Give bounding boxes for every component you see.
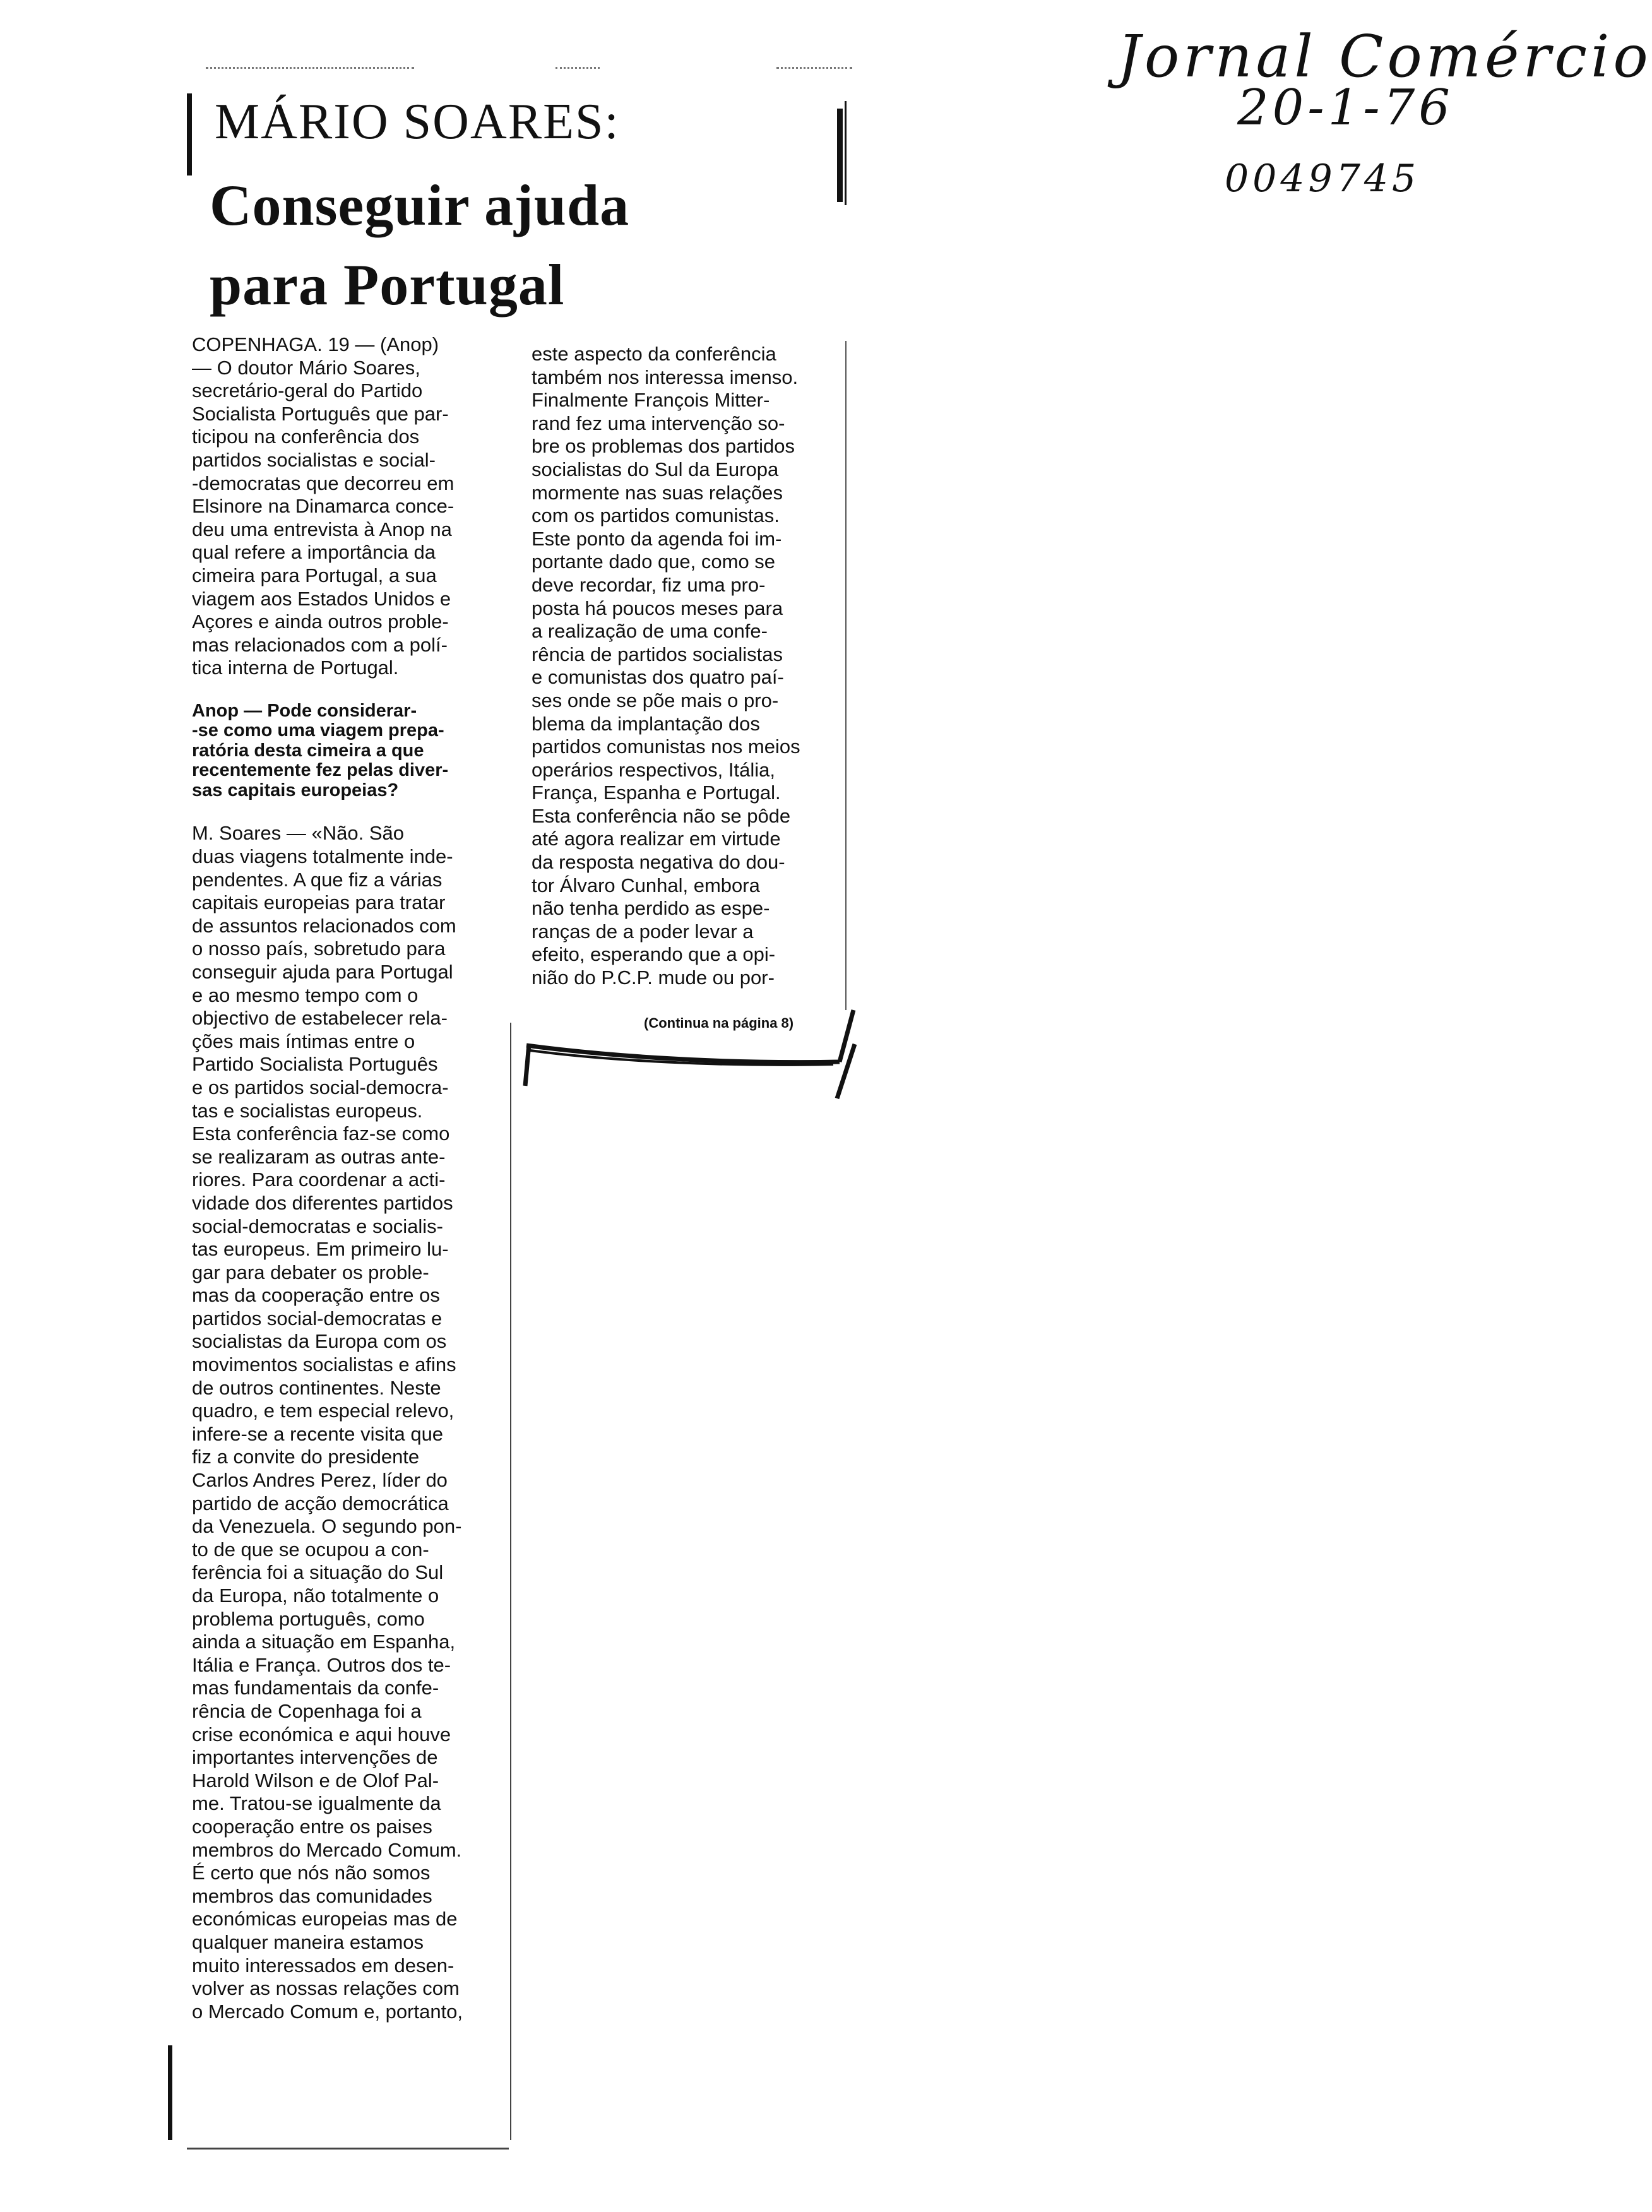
text-line: M. Soares — «Não. São bbox=[192, 822, 404, 845]
text-line: posta há poucos meses para bbox=[532, 597, 783, 619]
text-line: objectivo de estabelecer rela- bbox=[192, 1007, 448, 1030]
text-line: ções mais íntimas entre o bbox=[192, 1030, 415, 1052]
text-line: blema da implantação dos bbox=[532, 712, 760, 735]
text-line: de outros continentes. Neste bbox=[192, 1376, 441, 1399]
handwritten-reference-number: 0049745 bbox=[1225, 157, 1420, 201]
text-line: membros das comunidades bbox=[192, 1884, 432, 1907]
question-line: sas capitais europeias? bbox=[192, 780, 399, 800]
text-line: tas e socialistas europeus. bbox=[192, 1099, 423, 1122]
text-line: o nosso país, sobretudo para bbox=[192, 937, 446, 960]
text-line: partidos socialistas e social- bbox=[192, 448, 436, 471]
text-line: socialistas da Europa com os bbox=[192, 1330, 447, 1353]
text-line: movimentos socialistas e afins bbox=[192, 1353, 456, 1376]
text-line: até agora realizar em virtude bbox=[532, 828, 781, 850]
text-line: fiz a convite do presidente bbox=[192, 1446, 420, 1468]
text-line: mas da cooperação entre os bbox=[192, 1284, 440, 1307]
text-line: pendentes. A que fiz a várias bbox=[192, 868, 443, 891]
text-line: Este ponto da agenda foi im- bbox=[532, 527, 782, 550]
text-line: rência de partidos socialistas bbox=[532, 643, 783, 665]
text-line: Esta conferência não se pôde bbox=[532, 804, 791, 827]
text-line: social-democratas e socialis- bbox=[192, 1215, 443, 1237]
bottom-rule bbox=[187, 2148, 509, 2150]
text-line: se realizaram as outras ante- bbox=[192, 1145, 446, 1168]
question-line: Anop — Pode considerar- bbox=[192, 700, 417, 721]
text-line: e comunistas dos quatro paí- bbox=[532, 666, 784, 689]
kicker-left-bar bbox=[187, 93, 192, 175]
text-line: duas viagens totalmente inde- bbox=[192, 845, 453, 867]
text-line: também nos interessa imenso. bbox=[532, 366, 799, 388]
question-line: -se como uma viagem prepa- bbox=[192, 720, 444, 741]
right-margin-bar-thin bbox=[845, 101, 847, 205]
text-line: ainda a situação em Espanha, bbox=[192, 1631, 456, 1653]
interview-question bbox=[192, 701, 514, 801]
text-line: deve recordar, fiz uma pro- bbox=[532, 573, 766, 596]
article-column-2 bbox=[532, 343, 847, 990]
continued-on-page-note: (Continua na página 8) bbox=[644, 1015, 794, 1031]
text-line: Esta conferência faz-se como bbox=[192, 1122, 450, 1145]
headline-line: para Portugal bbox=[210, 253, 565, 317]
text-line: ranças de a poder levar a bbox=[532, 920, 754, 942]
article-column-1 bbox=[192, 333, 514, 2023]
text-line: me. Tratou-se igualmente da bbox=[192, 1792, 441, 1815]
text-line: mas fundamentais da confe- bbox=[192, 1677, 439, 1699]
text-line: partidos comunistas nos meios bbox=[532, 735, 800, 758]
text-line: França, Espanha e Portugal. bbox=[532, 782, 781, 804]
text-line: secretário-geral do Partido bbox=[192, 379, 423, 402]
text-line: rand fez uma intervenção so- bbox=[532, 412, 785, 434]
text-line: gar para debater os proble- bbox=[192, 1261, 429, 1283]
text-line: com os partidos comunistas. bbox=[532, 504, 780, 527]
text-line: volver as nossas relações com bbox=[192, 1977, 460, 2000]
text-line: Açores e ainda outros proble- bbox=[192, 610, 449, 633]
text-line: infere-se a recente visita que bbox=[192, 1422, 444, 1445]
text-line: ferência foi a situação do Sul bbox=[192, 1561, 444, 1584]
text-line: da Europa, não totalmente o bbox=[192, 1585, 439, 1607]
text-line: da Venezuela. O segundo pon- bbox=[192, 1515, 462, 1538]
text-line: conseguir ajuda para Portugal bbox=[192, 960, 453, 983]
text-line: e os partidos social-democra- bbox=[192, 1076, 449, 1098]
text-line: COPENHAGA. 19 — (Anop) bbox=[192, 333, 439, 355]
text-line: tor Álvaro Cunhal, embora bbox=[532, 874, 760, 896]
text-line: partido de acção democrática bbox=[192, 1492, 449, 1514]
text-line: tica interna de Portugal. bbox=[192, 657, 399, 679]
text-line: efeito, esperando que a opi- bbox=[532, 943, 776, 966]
text-line: muito interessados em desen- bbox=[192, 1954, 455, 1977]
text-line: Itália e França. Outros dos te- bbox=[192, 1653, 451, 1676]
bottom-left-bar bbox=[168, 2045, 172, 2140]
article-headline bbox=[210, 165, 841, 324]
text-line: -democratas que decorreu em bbox=[192, 472, 455, 494]
text-line: importantes intervenções de bbox=[192, 1746, 438, 1769]
text-line: qual refere a importância da bbox=[192, 541, 436, 564]
text-line: tas europeus. Em primeiro lu- bbox=[192, 1238, 449, 1261]
text-line: e ao mesmo tempo com o bbox=[192, 984, 419, 1006]
text-line: qualquer maneira estamos bbox=[192, 1930, 424, 1953]
text-line: cooperação entre os paises bbox=[192, 1815, 432, 1838]
handwritten-source-note: Jornal Comércio bbox=[1117, 23, 1652, 90]
text-line: de assuntos relacionados com bbox=[192, 914, 456, 937]
text-line: portante dado que, como se bbox=[532, 550, 776, 573]
top-dotted-rule-3 bbox=[776, 67, 852, 69]
text-line: problema português, como bbox=[192, 1607, 425, 1630]
handwritten-date-note: 20-1-76 bbox=[1237, 80, 1454, 136]
top-dotted-rule-2 bbox=[556, 67, 600, 69]
text-line: quadro, e tem especial relevo, bbox=[192, 1400, 455, 1422]
text-line: Partido Socialista Português bbox=[192, 1053, 438, 1076]
text-line: não tenha perdido as espe- bbox=[532, 897, 770, 920]
text-line: este aspecto da conferência bbox=[532, 343, 776, 365]
text-line: mas relacionados com a polí- bbox=[192, 633, 448, 656]
question-line: recentemente fez pelas diver- bbox=[192, 760, 449, 781]
text-line: rência de Copenhaga foi a bbox=[192, 1699, 422, 1722]
text-line: Finalmente François Mitter- bbox=[532, 389, 770, 412]
text-line: — O doutor Mário Soares, bbox=[192, 356, 420, 379]
text-line: deu uma entrevista à Anop na bbox=[192, 518, 452, 540]
text-line: viagem aos Estados Unidos e bbox=[192, 587, 451, 610]
text-line: riores. Para coordenar a acti- bbox=[192, 1168, 446, 1191]
text-line: operários respectivos, Itália, bbox=[532, 758, 775, 781]
text-line: bre os problemas dos partidos bbox=[532, 435, 795, 458]
text-line: o Mercado Comum e, portanto, bbox=[192, 2000, 463, 2023]
text-line: ses onde se põe mais o pro- bbox=[532, 689, 779, 711]
text-line: membros do Mercado Comum. bbox=[192, 1838, 462, 1861]
text-line: Socialista Português que par- bbox=[192, 402, 449, 425]
text-line: partidos social-democratas e bbox=[192, 1307, 443, 1329]
question-line: ratória desta cimeira a que bbox=[192, 740, 424, 761]
text-line: Harold Wilson e de Olof Pal- bbox=[192, 1769, 439, 1792]
text-line: capitais europeias para tratar bbox=[192, 891, 446, 914]
headline-line: Conseguir ajuda bbox=[210, 173, 630, 237]
text-line: crise económica e aqui houve bbox=[192, 1723, 451, 1745]
text-line: cimeira para Portugal, a sua bbox=[192, 564, 437, 586]
text-line: nião do P.C.P. mude ou por- bbox=[532, 966, 775, 989]
text-line: ticipou na conferência dos bbox=[192, 425, 420, 448]
text-line: económicas europeias mas de bbox=[192, 1908, 458, 1930]
intro-paragraph bbox=[192, 333, 514, 680]
text-line: socialistas do Sul da Europa bbox=[532, 458, 779, 480]
text-line: mormente nas suas relações bbox=[532, 481, 783, 504]
text-line: Carlos Andres Perez, líder do bbox=[192, 1469, 448, 1492]
text-line: Elsinore na Dinamarca conce- bbox=[192, 495, 455, 518]
interview-answer bbox=[192, 822, 514, 2023]
article-kicker: MÁRIO SOARES: bbox=[215, 94, 620, 150]
text-line: da resposta negativa do dou- bbox=[532, 851, 785, 874]
text-line: a realização de uma confe- bbox=[532, 620, 768, 643]
text-line: É certo que nós não somos bbox=[192, 1862, 431, 1884]
top-dotted-rule bbox=[206, 67, 414, 69]
text-line: vidade dos diferentes partidos bbox=[192, 1191, 453, 1214]
text-line: to de que se ocupou a con- bbox=[192, 1538, 429, 1561]
